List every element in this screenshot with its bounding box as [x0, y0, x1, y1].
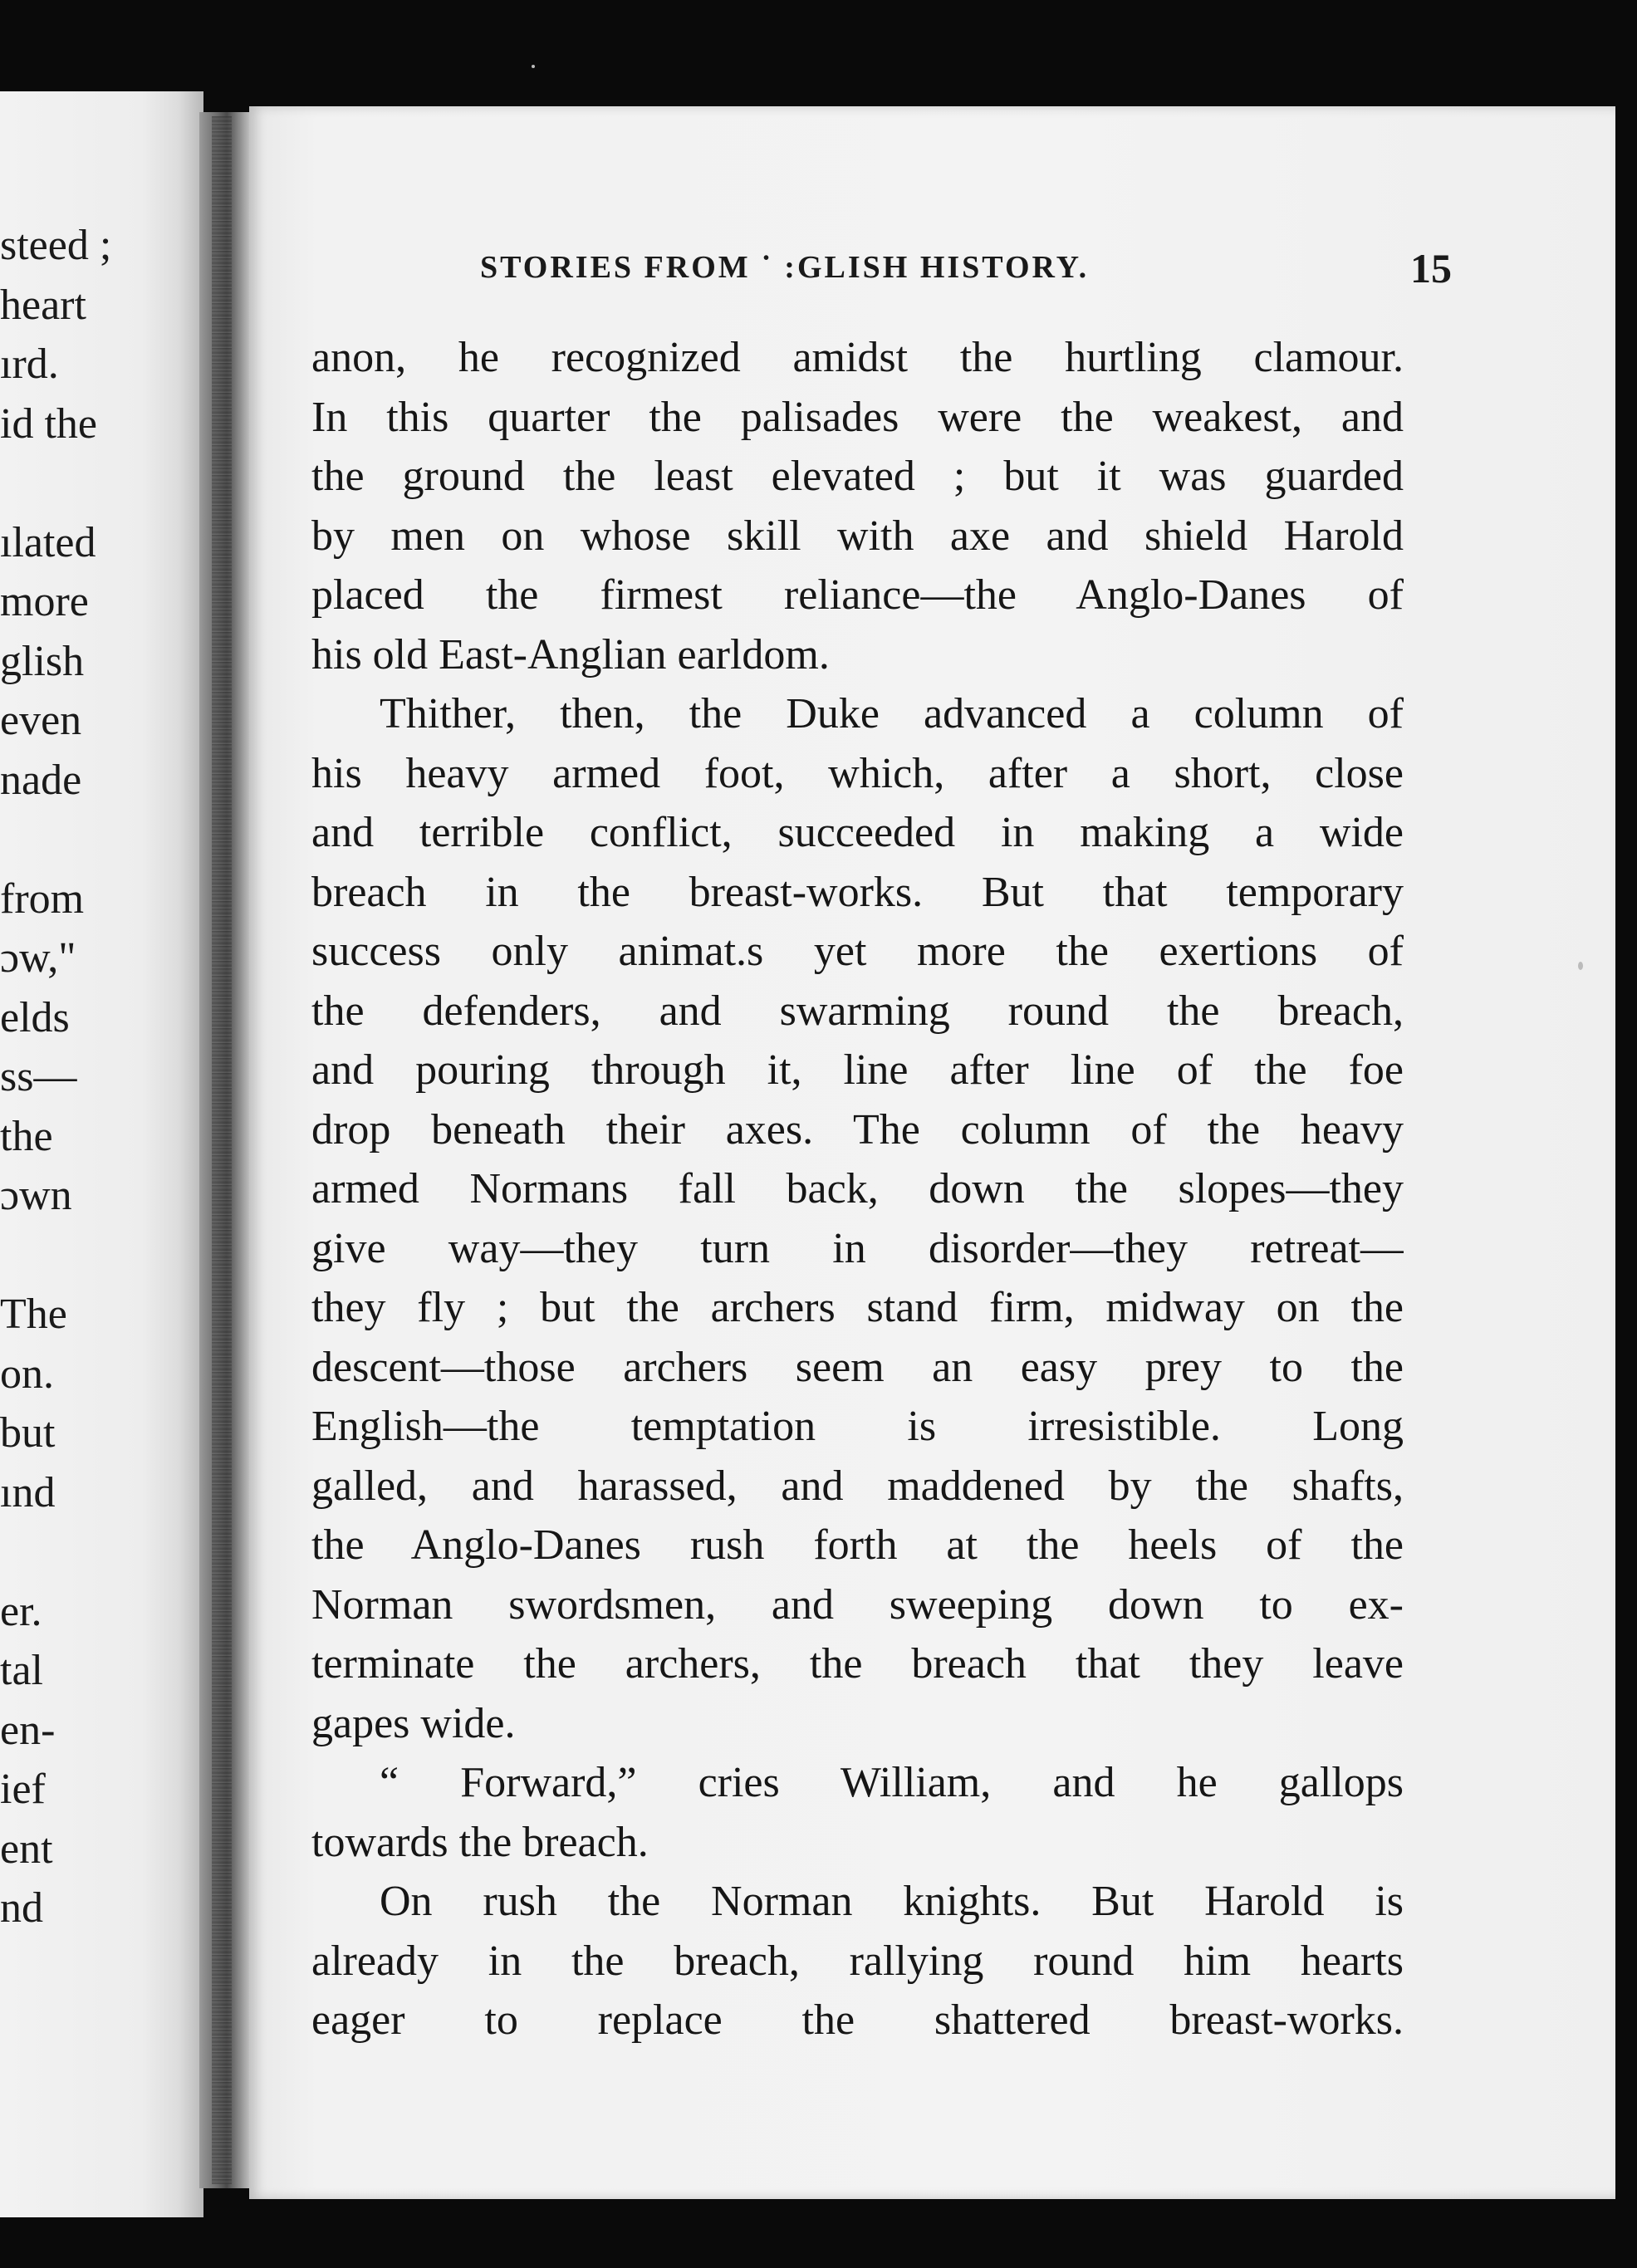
body-line: armed Normans fall back, down the slopes—they — [311, 1165, 1404, 1212]
previous-page-line: id the — [0, 399, 97, 448]
previous-page-line: tal — [0, 1647, 43, 1694]
previous-page-line: steed ; — [0, 222, 112, 269]
body-line: the Anglo-Danes rush forth at the heels of the — [311, 1521, 1404, 1569]
body-line: success only animat.s yet more the exertions of — [311, 928, 1404, 975]
body-line: give way—they turn in disorder—they retreat— — [311, 1224, 1404, 1272]
body-line: drop beneath their axes. The column of the heavy — [311, 1105, 1404, 1154]
body-line: they fly ; but the archers stand firm, midway on the — [311, 1284, 1404, 1331]
page-number: 15 — [1410, 245, 1452, 291]
body-line: Norman swordsmen, and sweeping down to ex- — [311, 1580, 1404, 1629]
previous-page-line: on. — [0, 1350, 54, 1398]
body-line: his old East-Anglian earldom. — [311, 630, 830, 678]
body-line: descent—those archers seem an easy prey to the — [311, 1343, 1404, 1391]
running-header — [480, 245, 1452, 299]
previous-page-line: ɔwn — [0, 1172, 72, 1219]
body-line: the ground the least elevated ; but it was guarded — [311, 453, 1404, 500]
binding-shadow — [212, 116, 232, 2184]
previous-page-line: ınd — [0, 1468, 56, 1516]
previous-page-line: more — [0, 578, 89, 625]
body-line: already in the breach, rallying round him hearts — [311, 1937, 1404, 1985]
previous-page-line: but — [0, 1409, 56, 1457]
body-line: In this quarter the palisades were the weakest, and — [311, 393, 1404, 441]
body-line: anon, he recognized amidst the hurtling clamour. — [311, 334, 1404, 381]
body-text — [311, 328, 1404, 2050]
body-line: by men on whose skill with axe and shield Harold — [311, 512, 1404, 560]
previous-page-line: from — [0, 874, 85, 923]
previous-page-line: even — [0, 697, 82, 744]
previous-page-line: elds — [0, 993, 70, 1041]
previous-page-line: glish — [0, 637, 85, 685]
body-line: placed the firmest reliance—the Anglo-Danes of — [311, 571, 1404, 619]
body-line: Thither, then, the Duke advanced a column of — [380, 690, 1404, 737]
previous-page-line: heart — [0, 281, 86, 329]
scan-speck — [532, 65, 535, 68]
previous-page-line: ief — [0, 1766, 46, 1813]
previous-page-line: ent — [0, 1825, 53, 1873]
previous-page-line: The — [0, 1291, 67, 1338]
previous-page-fragment — [0, 91, 203, 2217]
previous-page-line: ɔw," — [0, 934, 76, 982]
body-line: the defenders, and swarming round the breach, — [311, 987, 1404, 1035]
body-line: On rush the Norman knights. But Harold is — [380, 1878, 1404, 1925]
body-line: gapes wide. — [311, 1699, 516, 1747]
body-line: and terrible conflict, succeeded in making a wide — [311, 809, 1404, 856]
previous-page-line: the — [0, 1112, 53, 1160]
scan-speck — [1578, 962, 1583, 970]
body-line: and pouring through it, line after line of the foe — [311, 1046, 1404, 1094]
previous-page-line: ırd. — [0, 340, 59, 388]
body-line: galled, and harassed, and maddened by the shafts, — [311, 1462, 1404, 1510]
previous-page-line: er. — [0, 1587, 42, 1635]
previous-page-line: ss— — [0, 1053, 77, 1100]
previous-page-line: en- — [0, 1706, 56, 1754]
body-line: eager to replace the shattered breast-works. — [311, 1996, 1404, 2044]
running-title: STORIES FROM ˙ :GLISH HISTORY. — [480, 250, 1090, 285]
body-line: English—the temptation is irresistible. Long — [311, 1403, 1404, 1450]
body-line: “ Forward,” cries William, and he gallops — [380, 1759, 1404, 1806]
body-line: terminate the archers, the breach that they leave — [311, 1640, 1404, 1688]
body-line: his heavy armed foot, which, after a short, close — [311, 749, 1404, 797]
body-line: breach in the breast-works. But that temporary — [311, 868, 1404, 916]
previous-page-line: ılated — [0, 518, 96, 566]
previous-page-line: nd — [0, 1884, 43, 1932]
previous-page-line: nade — [0, 756, 82, 804]
body-line: towards the breach. — [311, 1818, 649, 1866]
